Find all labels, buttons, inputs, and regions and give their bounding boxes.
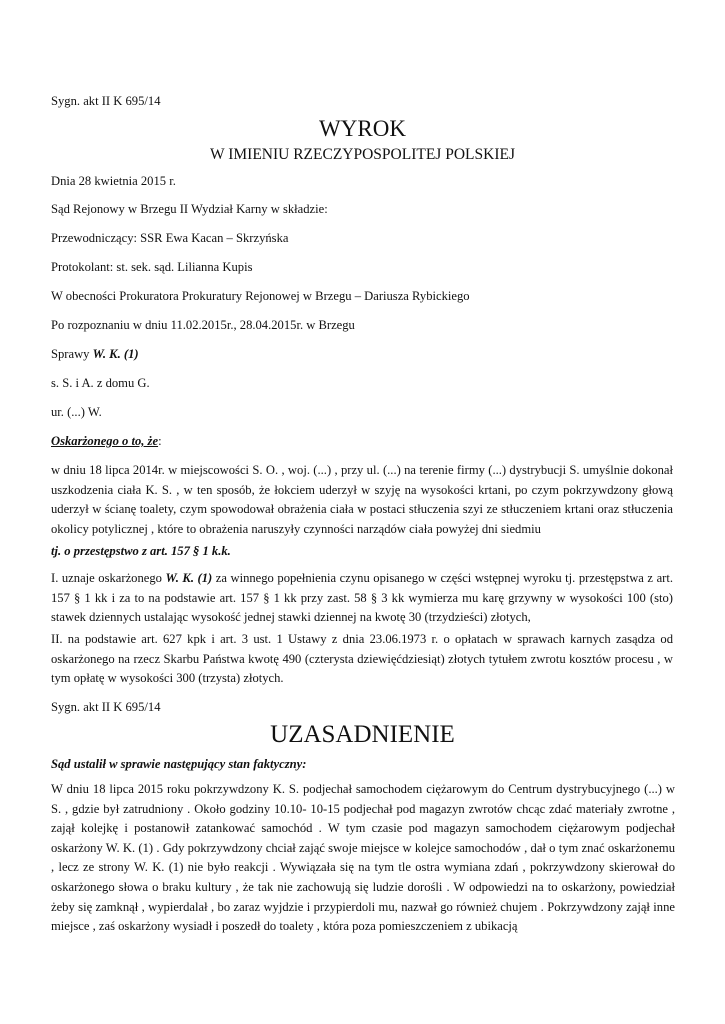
charge-article: tj. o przestępstwo z art. 157 § 1 k.k.: [51, 544, 231, 558]
justification-title: UZASADNIENIE: [270, 721, 455, 748]
verdict-subtitle: W IMIENIU RZECZYPOSPOLITEJ POLSKIEJ: [210, 146, 515, 163]
hearing-dates: Po rozpoznaniu w dniu 11.02.2015r., 28.04.2015r. w Brzegu: [51, 318, 355, 332]
charge-heading-text: Oskarżonego o to, że: [51, 434, 159, 448]
point-1-prefix: I. uznaje oskarżonego: [51, 571, 166, 585]
verdict-date: Dnia 28 kwietnia 2015 r.: [51, 174, 176, 188]
charge-heading: [51, 433, 162, 450]
point-1-text: za winnego popełnienia czynu opisanego w części wstępnej wyroku tj. przestępstwa z art. 157 § 1 kk i za to na podstawie art. 157 § 1 kk przy zast. 58 § 3 kk wymierza mu karę grzywny w wysokości 100 (sto) stawek dziennych ustalając wysokość jednej stawki dziennej na kwotę 30 (trzydzieści) złotych,: [51, 571, 673, 625]
court-composition: Sąd Rejonowy w Brzegu II Wydział Karny w składzie:: [51, 202, 328, 216]
justification-signature: Sygn. akt II K 695/14: [51, 700, 161, 714]
verdict-point-2: II. na podstawie art. 627 kpk i art. 3 ust. 1 Ustawy z dnia 23.06.1973 r. o opłatach w sprawach karnych zasądza od oskarżonego na rzecz Skarbu Państwa kwotę 490 (czterysta dziewięćdziesiąt) złotych tytułem zwrotu kosztów procesu , w tym opłatę w wysokości 300 (trzysta) złotych.: [51, 632, 673, 686]
court-clerk: Protokolant: st. sek. sąd. Lilianna Kupis: [51, 260, 253, 274]
case-signature: Sygn. akt II K 695/14: [51, 94, 161, 108]
case-of: [51, 346, 139, 363]
presiding-judge: Przewodniczący: SSR Ewa Kacan – Skrzyńska: [51, 231, 289, 245]
verdict-point-1: [51, 569, 673, 628]
defendant-birthplace: ur. (...) W.: [51, 405, 102, 419]
defendant-name: W. K. (1): [92, 347, 139, 361]
prosecutor-presence: W obecności Prokuratora Prokuratury Rejonowej w Brzegu – Dariusza Rybickiego: [51, 289, 470, 303]
justification-heading: Sąd ustalił w sprawie następujący stan faktyczny:: [51, 757, 307, 771]
case-prefix: Sprawy: [51, 347, 93, 361]
charge-description: w dniu 18 lipca 2014r. w miejscowości S. O. , woj. (...) , przy ul. (...) na terenie firmy (...) dystrybucji S. umyślnie dokonał uszkodzenia ciała K. S. , w ten sposób, że łokciem uderzył w szyję na wysokości krtani, po czym pokrzywdzony głową uderzył w ścianę toalety, czym spowodował obrażenia ciała w postaci stłuczenia szyi ze stłuczeniem krtani oraz stłuczenia okolicy potylicznej , które to obrażenia naruszyły czynności narządów ciała powyżej dni siedmiu: [51, 463, 673, 536]
verdict-title: WYROK: [319, 116, 406, 141]
defendant-parents: s. S. i A. z domu G.: [51, 376, 150, 390]
justification-text: W dniu 18 lipca 2015 roku pokrzywdzony K. S. podjechał samochodem ciężarowym do Centrum dystrybucyjnego (...) w S. , gdzie był zatrudniony . Około godziny 10.10- 10-15 podjechał pod magazyn zwrotów chcąc zdać materiały zwrotne , zajął kolejkę i postanowił zatankować samochód . W tym czasie pod magazyn samochodem ciężarowym podjechał oskarżony W. K. (1) . Gdy pokrzywdzony chciał zająć swoje miejsce w kolejce samochodów , dał o tym znać oskarżonemu , lecz ze strony W. K. (1) nie było reakcji . Wywiązała się na tym tle ostra wymiana zdań , pokrzywdzony skierował do oskarżonego słowa o braku kultury , że tak nie zachowują się ludzie dorośli . W odpowiedzi na to oskarżony, powiedział żeby się zamknął , wypierdalał , bo zaraz wyjdzie i przypierdoli mu, nazwał go również chujem . Pokrzywdzony zajął inne miejsce , zaś oskarżony wysiadł i poszedł do toalety , która poza pomieszczeniem z ubikacją: [51, 782, 675, 934]
point-1-defendant: W. K. (1): [165, 571, 213, 585]
charge-heading-colon: :: [158, 434, 162, 448]
